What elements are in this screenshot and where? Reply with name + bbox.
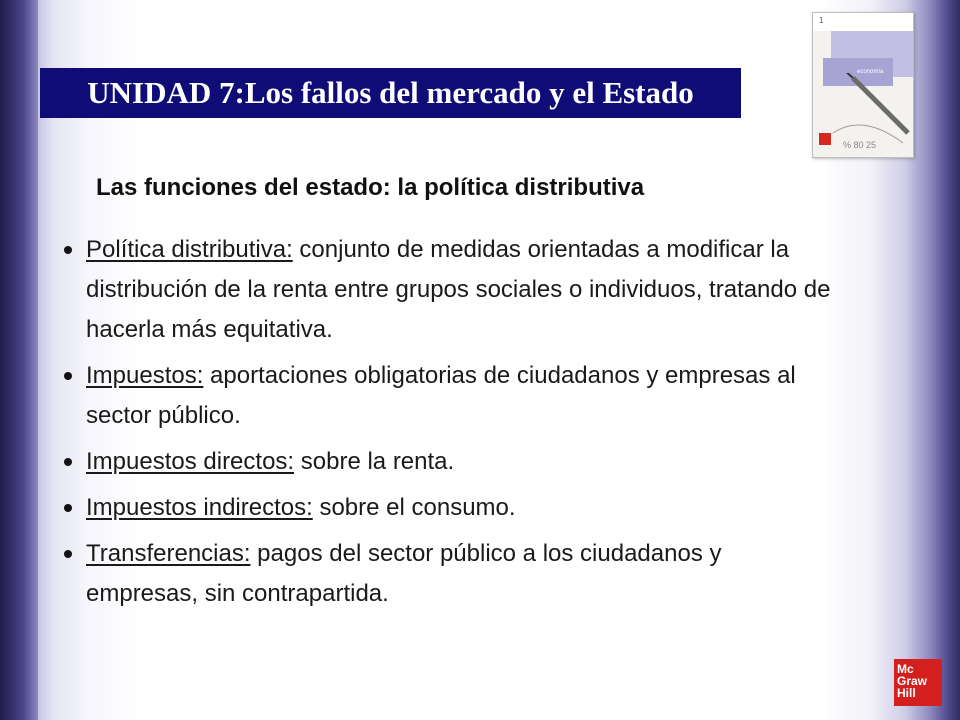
bullet-icon — [64, 550, 72, 558]
logo-line1: Mc — [897, 662, 914, 676]
term-definition: conjunto de medidas orientadas a modificar la distribución de la renta entre grupos sociales o individuos, tratando de hacerla más equitativa. — [86, 236, 831, 343]
term-label: Impuestos indirectos: — [86, 494, 313, 521]
term-definition: sobre el consumo. — [312, 494, 516, 521]
bullet-icon — [64, 372, 72, 380]
cover-number: 1 — [819, 16, 824, 25]
term-label: Impuestos: — [86, 362, 204, 389]
list-item — [60, 442, 900, 482]
slide-subtitle: Las funciones del estado: la política distributiva — [96, 174, 645, 201]
logo-line2: Graw — [897, 674, 928, 688]
list-item — [60, 488, 900, 528]
slide-title: UNIDAD 7:Los fallos del mercado y el Estado — [40, 68, 741, 118]
mcgraw-hill-logo — [894, 659, 942, 706]
svg-text:% 80 25: % 80 25 — [843, 140, 877, 150]
bullet-icon — [64, 246, 72, 254]
bullet-icon — [64, 458, 72, 466]
list-item — [60, 534, 776, 614]
list-item — [60, 230, 906, 350]
book-cover-image — [812, 12, 914, 158]
logo-line3: Hill — [897, 686, 916, 700]
term-definition: aportaciones obligatorias de ciudadanos y empresas al sector público. — [86, 362, 796, 429]
cover-header — [813, 13, 913, 31]
term-label: Política distributiva: — [86, 236, 293, 263]
bullet-icon — [64, 504, 72, 512]
term-label: Transferencias: — [86, 540, 251, 567]
cover-tag: economía — [857, 69, 884, 75]
list-item — [60, 356, 826, 436]
bullet-list — [60, 230, 900, 616]
term-label: Impuestos directos: — [86, 448, 295, 475]
term-definition: pagos del sector público a los ciudadanos y empresas, sin contrapartida. — [86, 540, 722, 607]
term-definition: sobre la renta. — [294, 448, 455, 475]
left-decorative-bar — [0, 0, 38, 720]
cover-publisher-logo — [819, 133, 831, 145]
